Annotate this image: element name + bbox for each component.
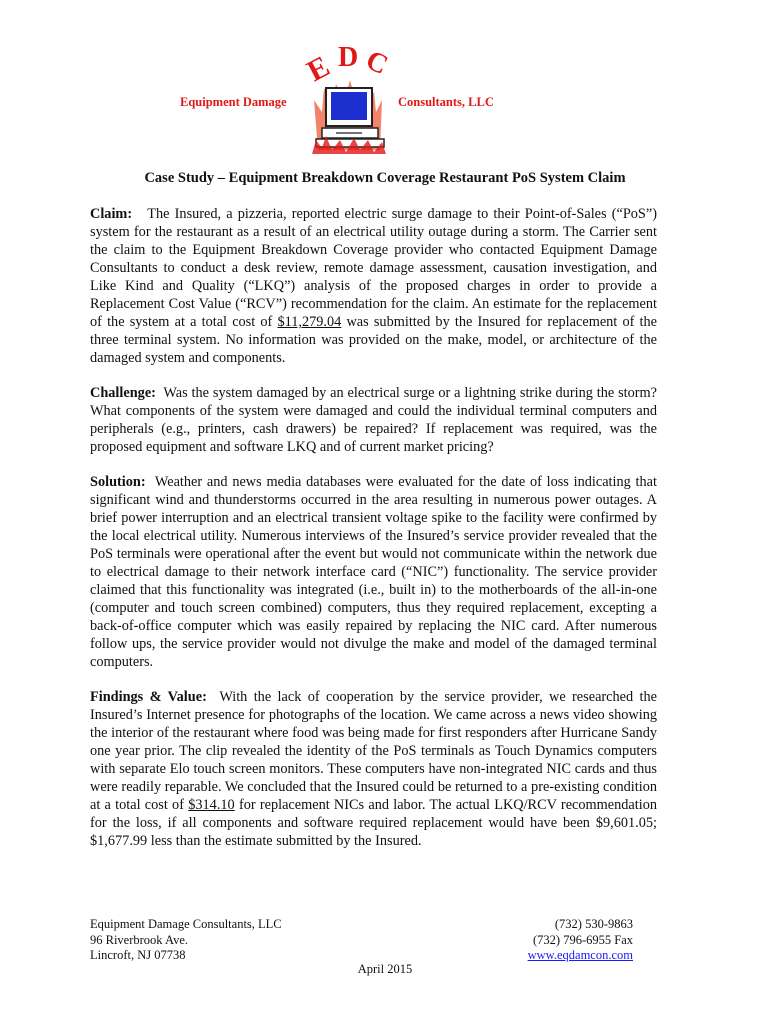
footer-address [90,917,282,964]
challenge-label: Challenge: [90,385,156,401]
findings-text-after: for replacement NICs and labor. The actual LKQ/RCV recommendation for the loss, if all components and software required replacement would have been $9,601.05; $1,677.99 less than the estimate submitted by the Insured. [90,797,658,849]
claim-amount: $11,279.04 [277,314,342,330]
footer-street: 96 Riverbrook Ave. [90,932,189,947]
findings-paragraph [90,688,657,850]
footer-date: April 2015 [357,962,413,976]
footer-city: Lincroft, NJ 07738 [90,948,186,962]
solution-label: Solution: [90,474,146,490]
footer-company: Equipment Damage Consultants, LLC [90,917,282,931]
header-right-text: Consultants, LLC [398,95,494,109]
page-title: Case Study – Equipment Breakdown Coverage Restaurant PoS System Claim [144,170,626,186]
findings-label: Findings & Value: [90,689,207,705]
footer-phone: (732) 530-9863 [554,917,633,931]
findings-text-before: With the lack of cooperation by the service provider, we researched the Insured’s Internet presence for photographs of the location. We came across a news video showing the interior of the restaurant where food was being made for first responders after Hurricane Sandy one year prior. The clip revealed the identity of the PoS terminals as Touch Dynamics computers with separate Elo touch screen monitors. These computers have non-integrated NIC cards and thus were readily reparable. We concluded that the Insured could be returned to a pre-existing condition at a total cost of [90,689,657,813]
footer-fax: (732) 796-6955 Fax [533,932,633,947]
solution-paragraph [90,473,657,671]
footer-contact [528,917,633,964]
svg-text:E: E [301,49,335,89]
claim-paragraph [90,205,657,367]
solution-text: Weather and news media databases were evaluated for the date of loss indicating that significant wind and thunderstorms occurred in the area resulting in numerous power outages. A brief power interruption and an electrical transient voltage spike to the facility were confirmed by the local electrical utility. Numerous interviews of the Insured’s service provider revealed that the PoS terminals were operational after the event but would not communicate within the network due to electrical damage to their network interface card (“NIC”) functionality. The service provider claimed that this functionality was integrated (i.e., built in) to the motherboards of the all-in-one (computer and touch screen combined) computers, thus they required replacement, excepting a back-of-office computer which was easily repaired by replacing the NIC card. After numerous follow ups, the service provider would not divulge the make and model of the damaged terminal computers. [90,474,657,670]
svg-text:D: D [338,42,359,73]
claim-label: Claim: [90,206,133,222]
findings-amount: $314.10 [188,797,235,813]
footer-website-link[interactable]: www.eqdamcon.com [527,948,633,962]
claim-text-before: The Insured, a pizzeria, reported electric surge damage to their Point-of-Sales (“PoS”) system for the restaurant as a result of an electrical utility outage during a storm. The Carrier sent the claim to the Equipment Breakdown Coverage provider who contacted Equipment Damage Consultants to conduct a desk review, remote damage assessment, causation investigation, and Like Kind and Quality (“LKQ”) analysis of the proposed charges in order to provide a Replacement Cost Value (“RCV”) recommendation for the claim. An estimate for the replacement of the system at a total cost of [90,206,657,330]
svg-text:C: C [360,44,393,82]
challenge-paragraph [90,384,657,456]
edc-logo [296,40,396,158]
claim-text-after: was submitted by the Insured for replacement of the three terminal system. No information was provided on the make, model, or architecture of the damaged system and components. [90,314,657,366]
challenge-text: Was the system damaged by an electrical surge or a lightning strike during the storm? What components of the system were damaged and could the individual terminal computers and peripherals (e.g., printers, cash drawers) be repaired? If replacement was required, was the proposed equipment and software LKQ and of current market pricing? [90,385,657,455]
header-left-text: Equipment Damage [180,95,287,109]
